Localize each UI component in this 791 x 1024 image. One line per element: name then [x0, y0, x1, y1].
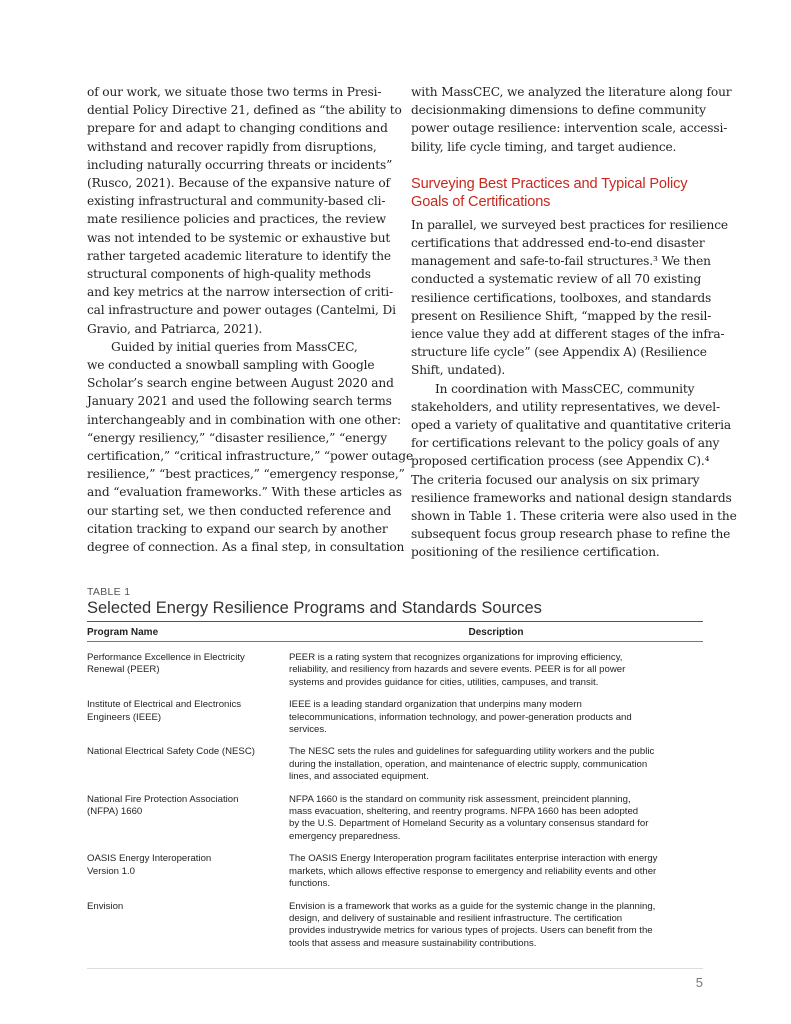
table-row — [87, 699, 703, 736]
text-line: Institute of Electrical and Electronics — [87, 699, 242, 711]
text-line: dential Policy Directive 21, defined as “the ability to — [87, 103, 402, 118]
program-name-cell — [87, 901, 289, 951]
text-line: Guided by initial queries from MassCEC, — [111, 339, 358, 354]
section-heading — [411, 175, 721, 211]
text-line: bility, life cycle timing, and target audience. — [411, 139, 677, 154]
text-line: lines, and associated equipment. — [289, 771, 429, 783]
header-description: Description — [468, 627, 524, 638]
text-line: Renewal (PEER) — [87, 664, 160, 676]
text-line: In parallel, we surveyed best practices for resilience — [411, 217, 728, 232]
text-line: functions. — [289, 878, 331, 890]
program-name-cell — [87, 794, 289, 844]
table-row — [87, 901, 703, 951]
text-line: mass evacuation, sheltering, and reentry programs. NFPA 1660 has been adopted — [289, 806, 639, 818]
right-body — [411, 216, 737, 562]
text-line: with MassCEC, we analyzed the literature along four — [411, 85, 732, 99]
text-line: Scholar’s search engine between August 2020 and — [87, 376, 394, 391]
text-line: markets, which allows effective response to emergency and reliability events and other — [289, 865, 657, 877]
footer-divider — [87, 968, 703, 969]
text-line: proposed certification process (see Appendix C).⁴ — [411, 454, 710, 469]
text-line: Performance Excellence in Electricity — [87, 652, 245, 663]
text-line: oped a variety of qualitative and quantitative criteria — [411, 418, 731, 433]
header-program-name: Program Name — [87, 627, 159, 638]
text-line: (Rusco, 2021). Because of the expansive nature of — [87, 176, 390, 191]
program-name-cell — [87, 699, 289, 736]
text-line: during the installation, operation, and maintenance of electric supply, communication — [289, 758, 648, 770]
text-line: cal infrastructure and power outages (Cantelmi, Di — [87, 303, 396, 318]
text-line: telecommunications, information technology, and power-generation products and — [289, 711, 632, 723]
text-line: The criteria focused our analysis on six primary — [411, 472, 700, 487]
text-line: certifications that addressed end-to-end disaster — [411, 236, 705, 251]
text-line: prepare for and adapt to changing conditions and — [87, 121, 388, 136]
table-1 — [87, 586, 703, 950]
description-cell — [289, 901, 703, 951]
text-line: we conducted a snowball sampling with Google — [87, 358, 375, 373]
paragraph — [87, 83, 402, 338]
text-line: Envision — [87, 900, 124, 912]
text-line: In coordination with MassCEC, community — [435, 381, 695, 396]
text-line: was not intended to be systemic or exhaustive but — [87, 230, 391, 245]
text-line: The OASIS Energy Interoperation program facilitates enterprise interaction with energy — [289, 853, 658, 865]
text-line: “energy resiliency,” “disaster resilience,” “energy — [87, 430, 387, 445]
text-line: our starting set, we then conducted reference and — [87, 503, 392, 518]
right-column — [411, 83, 737, 562]
text-line: NFPA 1660 is the standard on community risk assessment, preincident planning, — [289, 793, 631, 805]
text-line: services. — [289, 724, 327, 736]
page-number: 5 — [695, 975, 703, 990]
program-name-cell — [87, 746, 289, 783]
text-line: shown in Table 1. These criteria were also used in the — [411, 509, 737, 524]
description-cell — [289, 746, 703, 783]
text-line: PEER is a rating system that recognizes organizations for improving efficiency, — [289, 652, 623, 663]
heading-line: Goals of Certifications — [411, 193, 551, 210]
paragraph — [87, 338, 414, 556]
heading-line: Surveying Best Practices and Typical Policy — [411, 175, 688, 192]
text-line: structural components of high-quality methods — [87, 267, 371, 282]
description-cell — [289, 853, 703, 890]
text-line: ience value they add at different stages of the infra- — [411, 327, 725, 342]
text-line: OASIS Energy Interoperation — [87, 853, 212, 865]
table-header — [87, 622, 703, 642]
table-row — [87, 746, 703, 783]
text-line: and key metrics at the narrow intersection of criti- — [87, 285, 393, 300]
text-line: Shift, undated). — [411, 363, 506, 378]
description-cell — [289, 699, 703, 736]
text-line: mate resilience policies and practices, the review — [87, 212, 386, 227]
text-line: Engineers (IEEE) — [87, 711, 162, 723]
text-line: subsequent focus group research phase to refine the — [411, 527, 731, 542]
text-line: The NESC sets the rules and guidelines for safeguarding utility workers and the public — [289, 746, 655, 758]
text-line: Gravio, and Patriarca, 2021). — [87, 321, 263, 336]
text-line: National Fire Protection Association — [87, 793, 239, 805]
text-line: reliability, and resiliency from hazards and severe events. PEER is for all power — [289, 664, 626, 676]
left-column — [87, 83, 414, 556]
table-row — [87, 794, 703, 844]
program-name-cell — [87, 652, 289, 689]
text-line: degree of connection. As a final step, in consultation — [87, 540, 405, 555]
table-title: Selected Energy Resilience Programs and Standards Sources — [87, 599, 703, 622]
text-line: IEEE is a leading standard organization that underpins many modern — [289, 699, 582, 711]
text-line: by the U.S. Department of Homeland Security as a voluntary consensus standard for — [289, 818, 649, 830]
paragraph — [411, 380, 737, 562]
text-line: citation tracking to expand our search by another — [87, 521, 388, 536]
table-body — [87, 652, 703, 950]
text-line: tools that assess and measure sustainability contributions. — [289, 937, 537, 949]
text-line: provides industrywide metrics for various types of projects. Users can benefit from the — [289, 925, 653, 937]
text-line: withstand and recover rapidly from disruptions, — [87, 139, 377, 154]
text-line: for certifications relevant to the policy goals of any — [411, 436, 720, 451]
text-line: certification,” “critical infrastructure,” “power outage — [87, 449, 414, 464]
text-line: including naturally occurring threats or incidents” — [87, 157, 393, 172]
paragraph — [411, 83, 732, 156]
text-line: emergency preparedness. — [289, 830, 401, 842]
text-line: interchangeably and in combination with one other: — [87, 412, 401, 427]
text-line: National Electrical Safety Code (NESC) — [87, 746, 255, 758]
table-row — [87, 853, 703, 890]
text-line: decisionmaking dimensions to define community — [411, 103, 706, 118]
text-line: design, and delivery of sustainable and resilient infrastructure. The certification — [289, 912, 623, 924]
text-line: structure life cycle” (see Appendix A) (Resilience — [411, 345, 707, 360]
text-line: present on Resilience Shift, “mapped by the resil- — [411, 308, 712, 323]
paragraph — [411, 216, 728, 380]
text-line: and “evaluation frameworks.” With these articles as — [87, 485, 402, 500]
table-row — [87, 652, 703, 689]
text-line: systems and provides guidance for cities, utilities, campuses, and transit. — [289, 676, 599, 688]
text-line: of our work, we situate those two terms in Presi- — [87, 85, 382, 99]
text-line: conducted a systematic review of all 70 existing — [411, 272, 702, 287]
text-line: resilience frameworks and national design standards — [411, 490, 732, 505]
text-line: power outage resilience: intervention scale, accessi- — [411, 121, 728, 136]
text-line: resilience,” “best practices,” “emergency response,” — [87, 467, 405, 482]
program-name-cell — [87, 853, 289, 890]
text-line: resilience certifications, toolboxes, and standards — [411, 290, 712, 305]
text-line: stakeholders, and utility representatives, we devel- — [411, 399, 720, 414]
text-line: existing infrastructural and community-based cli- — [87, 194, 386, 209]
text-line: (NFPA) 1660 — [87, 806, 143, 818]
text-line: January 2021 and used the following search terms — [87, 394, 392, 409]
text-line: management and safe-to-fail structures.³ We then — [411, 254, 711, 269]
table-label: TABLE 1 — [87, 586, 131, 598]
text-line: Version 1.0 — [87, 865, 136, 877]
text-line: rather targeted academic literature to identify the — [87, 248, 391, 263]
intro-paragraph — [411, 83, 732, 156]
description-cell — [289, 652, 703, 689]
text-line: Envision is a framework that works as a guide for the systemic change in the planning, — [289, 900, 656, 912]
description-cell — [289, 794, 703, 844]
text-line: positioning of the resilience certification. — [411, 545, 660, 560]
